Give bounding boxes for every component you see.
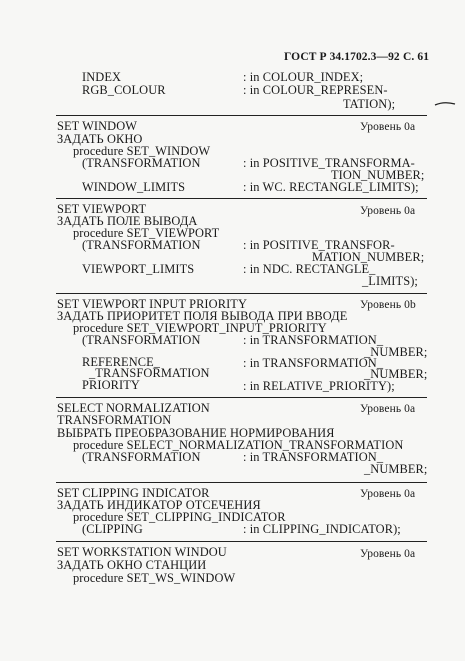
param-name: (TRANSFORMATION <box>82 333 201 347</box>
param-type-cont: MATION_NUMBER; <box>312 250 425 264</box>
param-name: (TRANSFORMATION <box>82 156 201 170</box>
level-label: Уровень 0а <box>360 121 416 133</box>
section-divider <box>56 482 427 483</box>
level-label: Уровень 0а <box>360 205 416 217</box>
russian-title: ЗАДАТЬ ОКНО <box>57 132 143 146</box>
param-name: (TRANSFORMATION <box>82 450 201 464</box>
param-type: : in TRANSFORMATION_ <box>243 333 384 347</box>
standard-number: ГОСТ Р 34.1702.3—92 <box>284 51 400 63</box>
param-type: : in TRANSFORMATION_ <box>243 450 384 464</box>
param-type: : in POSITIVE_TRANSFOR- <box>243 238 395 252</box>
level-label: Уровень 0а <box>360 488 416 500</box>
param-index: INDEX <box>82 70 122 84</box>
param-type: : in WC. RECTANGLE_LIMITS); <box>243 180 419 194</box>
function-title: SET CLIPPING INDICATOR <box>57 486 210 500</box>
russian-title: ВЫБРАТЬ ПРЕОБРАЗОВАНИЕ НОРМИРОВАНИЯ <box>57 426 335 440</box>
param-name: REFERENCE_ <box>82 355 161 369</box>
section-divider <box>56 541 427 542</box>
param-type-cont: _NUMBER; <box>364 462 428 476</box>
param-type: : in NDC. RECTANGLE_ <box>243 262 376 276</box>
margin-mark-icon <box>434 100 456 108</box>
russian-title: ЗАДАТЬ ИНДИКАТОР ОТСЕЧЕНИЯ <box>57 498 261 512</box>
russian-title: ЗАДАТЬ ОКНО СТАНЦИИ <box>57 558 207 572</box>
function-title: SELECT NORMALIZATION <box>57 401 210 415</box>
russian-title: ЗАДАТЬ ПОЛЕ ВЫВОДА <box>57 214 198 228</box>
section-divider <box>56 397 427 398</box>
level-label: Уровень 0b <box>360 299 416 311</box>
procedure-signature: procedure SELECT_NORMALIZATION_TRANSFORMATION <box>73 438 404 452</box>
param-name: PRIORITY <box>82 378 140 392</box>
level-label: Уровень 0а <box>360 548 416 560</box>
param-name: WINDOW_LIMITS <box>82 180 186 194</box>
param-index-type: : in COLOUR_INDEX; <box>243 70 364 84</box>
param-name: (TRANSFORMATION <box>82 238 201 252</box>
param-type: : in TRANSFORMATION_ <box>243 356 384 370</box>
param-name: VIEWPORT_LIMITS <box>82 262 195 276</box>
param-name-cont: _TRANSFORMATION <box>89 366 210 380</box>
param-rgb-colour-type-cont: TATION); <box>343 97 396 111</box>
param-name: (CLIPPING <box>82 522 143 536</box>
param-type-cont: TION_NUMBER; <box>331 168 425 182</box>
section-divider <box>56 115 427 116</box>
param-type-cont: _LIMITS); <box>362 274 418 288</box>
procedure-signature: procedure SET_WINDOW <box>73 144 211 158</box>
param-type: : in CLIPPING_INDICATOR); <box>243 522 401 536</box>
param-rgb-colour-type: : in COLOUR_REPRESEN- <box>243 83 388 97</box>
param-type-cont: _NUMBER; <box>364 367 428 381</box>
level-label: Уровень 0а <box>360 403 416 415</box>
function-title-cont: TRANSFORMATION <box>57 413 172 427</box>
function-title: SET VIEWPORT <box>57 202 147 216</box>
procedure-signature: procedure SET_VIEWPORT_INPUT_PRIORITY <box>73 321 327 335</box>
param-type: : in RELATIVE_PRIORITY); <box>243 379 395 393</box>
procedure-signature: procedure SET_VIEWPORT <box>73 226 220 240</box>
russian-title: ЗАДАТЬ ПРИОРИТЕТ ПОЛЯ ВЫВОДА ПРИ ВВОДЕ <box>57 309 348 323</box>
function-title: SET VIEWPORT INPUT PRIORITY <box>57 297 248 311</box>
section-divider <box>56 198 427 199</box>
function-title: SET WINDOW <box>57 119 138 133</box>
param-type-cont: _NUMBER; <box>364 345 428 359</box>
procedure-signature: procedure SET_WS_WINDOW <box>73 571 236 585</box>
procedure-signature: procedure SET_CLIPPING_INDICATOR <box>73 510 286 524</box>
param-type: : in POSITIVE_TRANSFORMA- <box>243 156 415 170</box>
section-divider <box>56 293 427 294</box>
page-number: С. 61 <box>403 51 430 63</box>
function-title: SET WORKSTATION WINDOU <box>57 545 227 559</box>
param-rgb-colour: RGB_COLOUR <box>82 83 166 97</box>
